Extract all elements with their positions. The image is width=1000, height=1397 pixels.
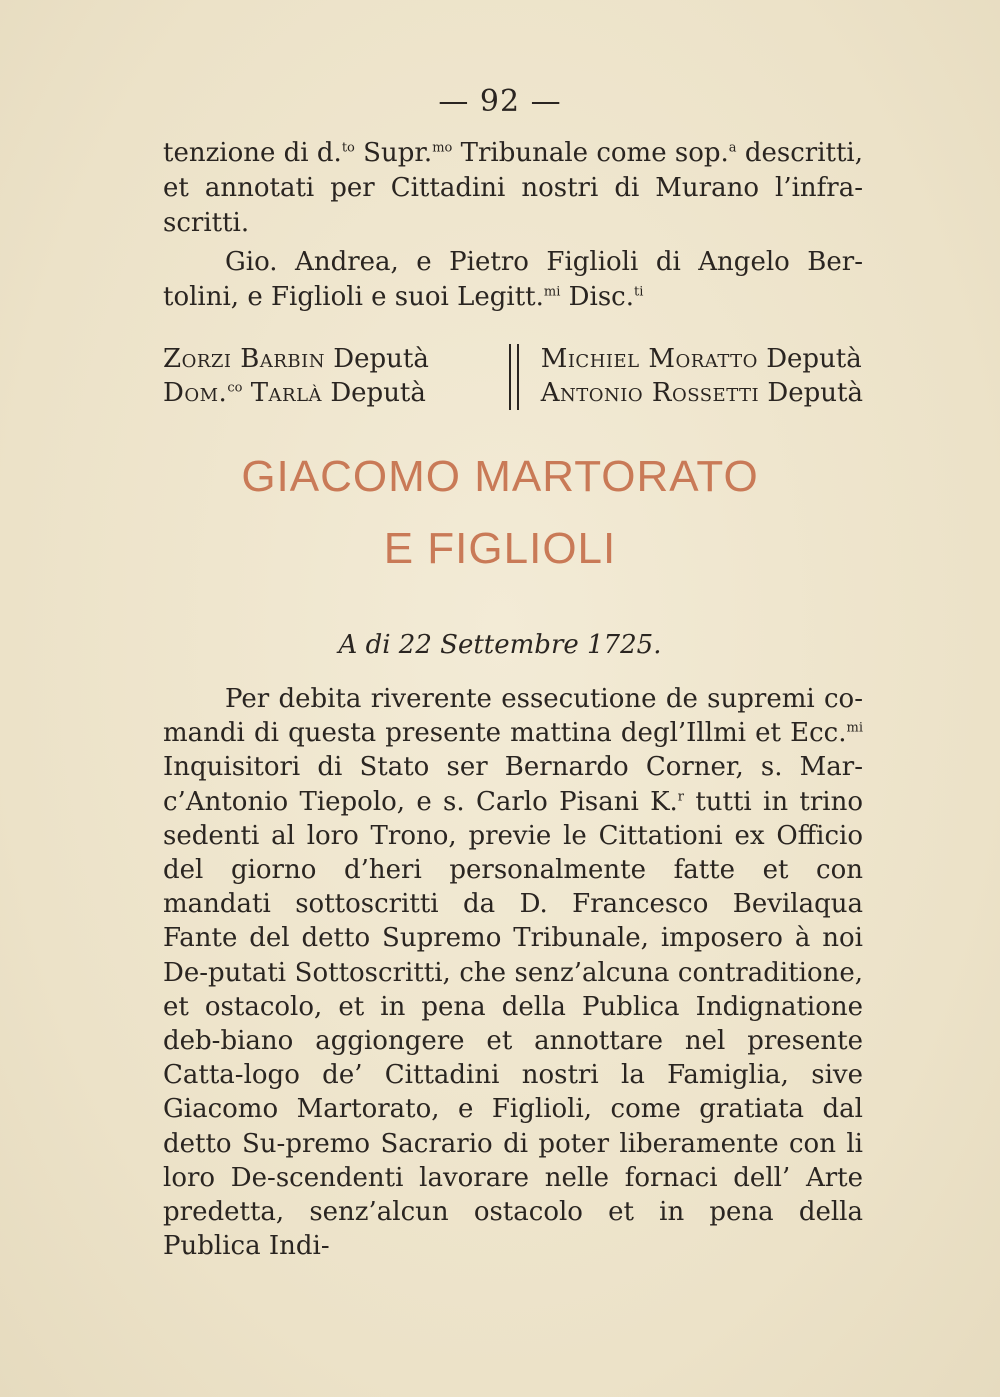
date-heading: A di 22 Settembre 1725. [338, 630, 662, 660]
body-text [163, 682, 863, 1263]
signature-line [541, 376, 863, 410]
text-run: Inquisitori di Stato ser Bernardo Corner, s. Mar-c’Antonio Tiepolo, e s. Carlo Pisani K. [163, 752, 863, 817]
signatory-role: Deputà [767, 378, 863, 408]
signatory-role: Deputà [333, 344, 429, 374]
abbreviation-superscript: mo [432, 140, 453, 156]
signatory-name: Dom. [163, 378, 228, 408]
page-number: — 92 — [438, 84, 562, 119]
section-title-line-1: GIACOMO MARTORATO [241, 452, 759, 501]
signature-line [541, 342, 863, 376]
text-run: Gio. Andrea, e Pietro Figlioli di Angelo Ber-tolini, e Figlioli e suoi Legitt. [163, 247, 863, 312]
signatory-name: Zorzi Barbin [163, 344, 326, 374]
names-paragraph [163, 245, 863, 315]
signature-line [163, 342, 429, 376]
signatory-role: Deputà [766, 344, 862, 374]
text-run: Per debita riverente essecutione de supremi co-mandi di questa presente mattina degl’Illmi et Ecc. [163, 684, 863, 749]
signature-column-right [541, 342, 863, 410]
signatory-name: Antonio Rossetti [540, 378, 760, 408]
abbreviation-superscript: co [227, 380, 243, 396]
body-paragraph [163, 682, 863, 1263]
text-run: descritti, et annotati per Cittadini nostri di Murano l’infra-scritti. [163, 138, 863, 238]
signatory-name: Michiel Moratto [540, 344, 758, 374]
abbreviation-superscript: r [677, 788, 685, 804]
signatory-surname: Tarlà [250, 378, 323, 408]
section-title-line-2: E FIGLIOLI [383, 524, 617, 573]
names-text [163, 245, 863, 315]
continued-paragraph [163, 136, 863, 241]
signature-column-left [163, 342, 429, 410]
signature-block [163, 342, 863, 412]
abbreviation-superscript: ti [634, 284, 644, 300]
signature-line [163, 376, 429, 410]
text-run: tutti in trino sedenti al loro Trono, previe le Cittationi ex Officio del giorno d’heri personalmente fatte et con mandati sottoscritti da D. Francesco Bevilaqua Fante del detto Supremo Tribunale, imposero à noi De-putati Sottoscritti, che senz’alcuna contraditione, et ostacolo, et in pena della Publica Indignatione deb-biano aggiongere et annottare nel presente Catta-logo de’ Cittadini nostri la Famiglia, sive Giacomo Martorato, e Figlioli, come gratiata dal detto Su-premo Sacrario di poter liberamente con li loro De-scendenti lavorare nelle fornaci dell’ Arte predetta, senz’alcun ostacolo et in pena della Publica Indi- [163, 786, 864, 1262]
double-rule-divider [509, 344, 519, 410]
continued-text [163, 136, 863, 241]
abbreviation-superscript: to [341, 140, 355, 156]
text-run: tenzione di d. [163, 138, 342, 168]
abbreviation-superscript: a [728, 140, 737, 156]
text-run: Tribunale come sop. [452, 138, 729, 168]
abbreviation-superscript: mi [543, 284, 561, 300]
abbreviation-superscript: mi [846, 720, 863, 736]
signatory-role: Deputà [330, 378, 426, 408]
text-run: Disc. [560, 282, 635, 312]
text-run: Supr. [354, 138, 433, 168]
